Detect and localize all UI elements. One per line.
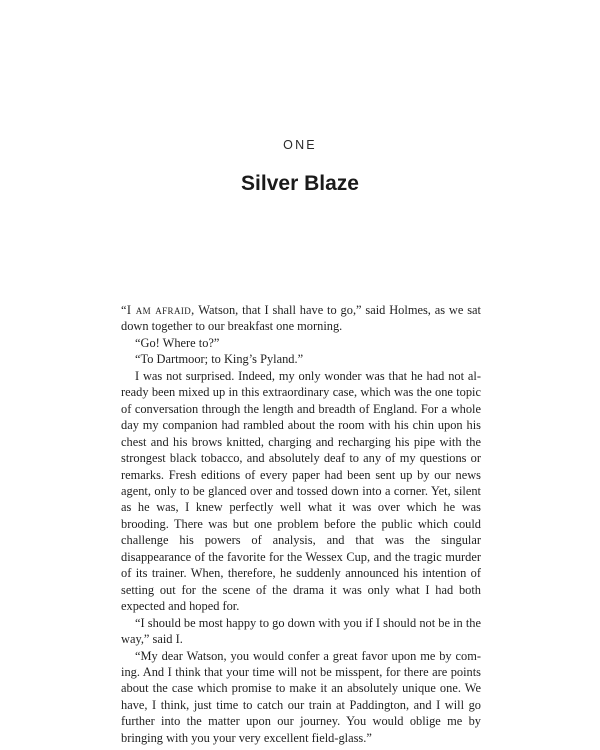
opening-small-caps: “I am afraid, [121, 303, 195, 317]
paragraph-2: “Go! Where to?” [135, 335, 220, 350]
paragraph-1 [121, 302, 481, 335]
paragraph-3: “To Dartmoor; to King’s Pyland.” [135, 352, 304, 367]
paragraph-6: “My dear Watson, you would confer a great favor upon me by coming. And I think that your time will not be misspent, for there are points about the case which promise to make it an absolutely unique one. We have, I think, just time to catch our train at Paddington, and I will go further into the matter upon our journey. You would oblige me by bringing with you your very excellent field-glass.” [121, 648, 481, 745]
paragraph-4: I was not surprised. Indeed, my only wonder was that he had not already been mixed up in this extraordinary case, which was the one topic of conversation through the length and breadth of England. For a whole day my companion had rambled about the room with his chin upon his chest and his brows knitted, charging and recharging his pipe with the strongest black tobacco, and absolutely deaf to any of my questions or remarks. Fresh editions of every paper had been sent up by our news agent, only to be glanced over and tossed down into a corner. Yet, silent as he was, I knew perfectly well what it was over which he was brooding. There was but one problem before the public which could challenge his powers of analysis, and that was the singular disappearance of the favorite for the Wessex Cup, and the tragic murder of its trainer. When, therefore, he suddenly announced his intention of setting out for the scene of the drama it was only what I had both expected and hoped for. [121, 368, 481, 614]
paragraph-5: “I should be most happy to go down with you if I should not be in the way,” said I. [121, 615, 481, 647]
chapter-body [121, 302, 481, 746]
paragraph-1-text: Watson, that I shall have to go,” said Holmes, as we sat down together to our breakfast one morning. [121, 303, 481, 334]
chapter-title: Silver Blaze [241, 172, 359, 195]
chapter-number: ONE [283, 138, 317, 152]
